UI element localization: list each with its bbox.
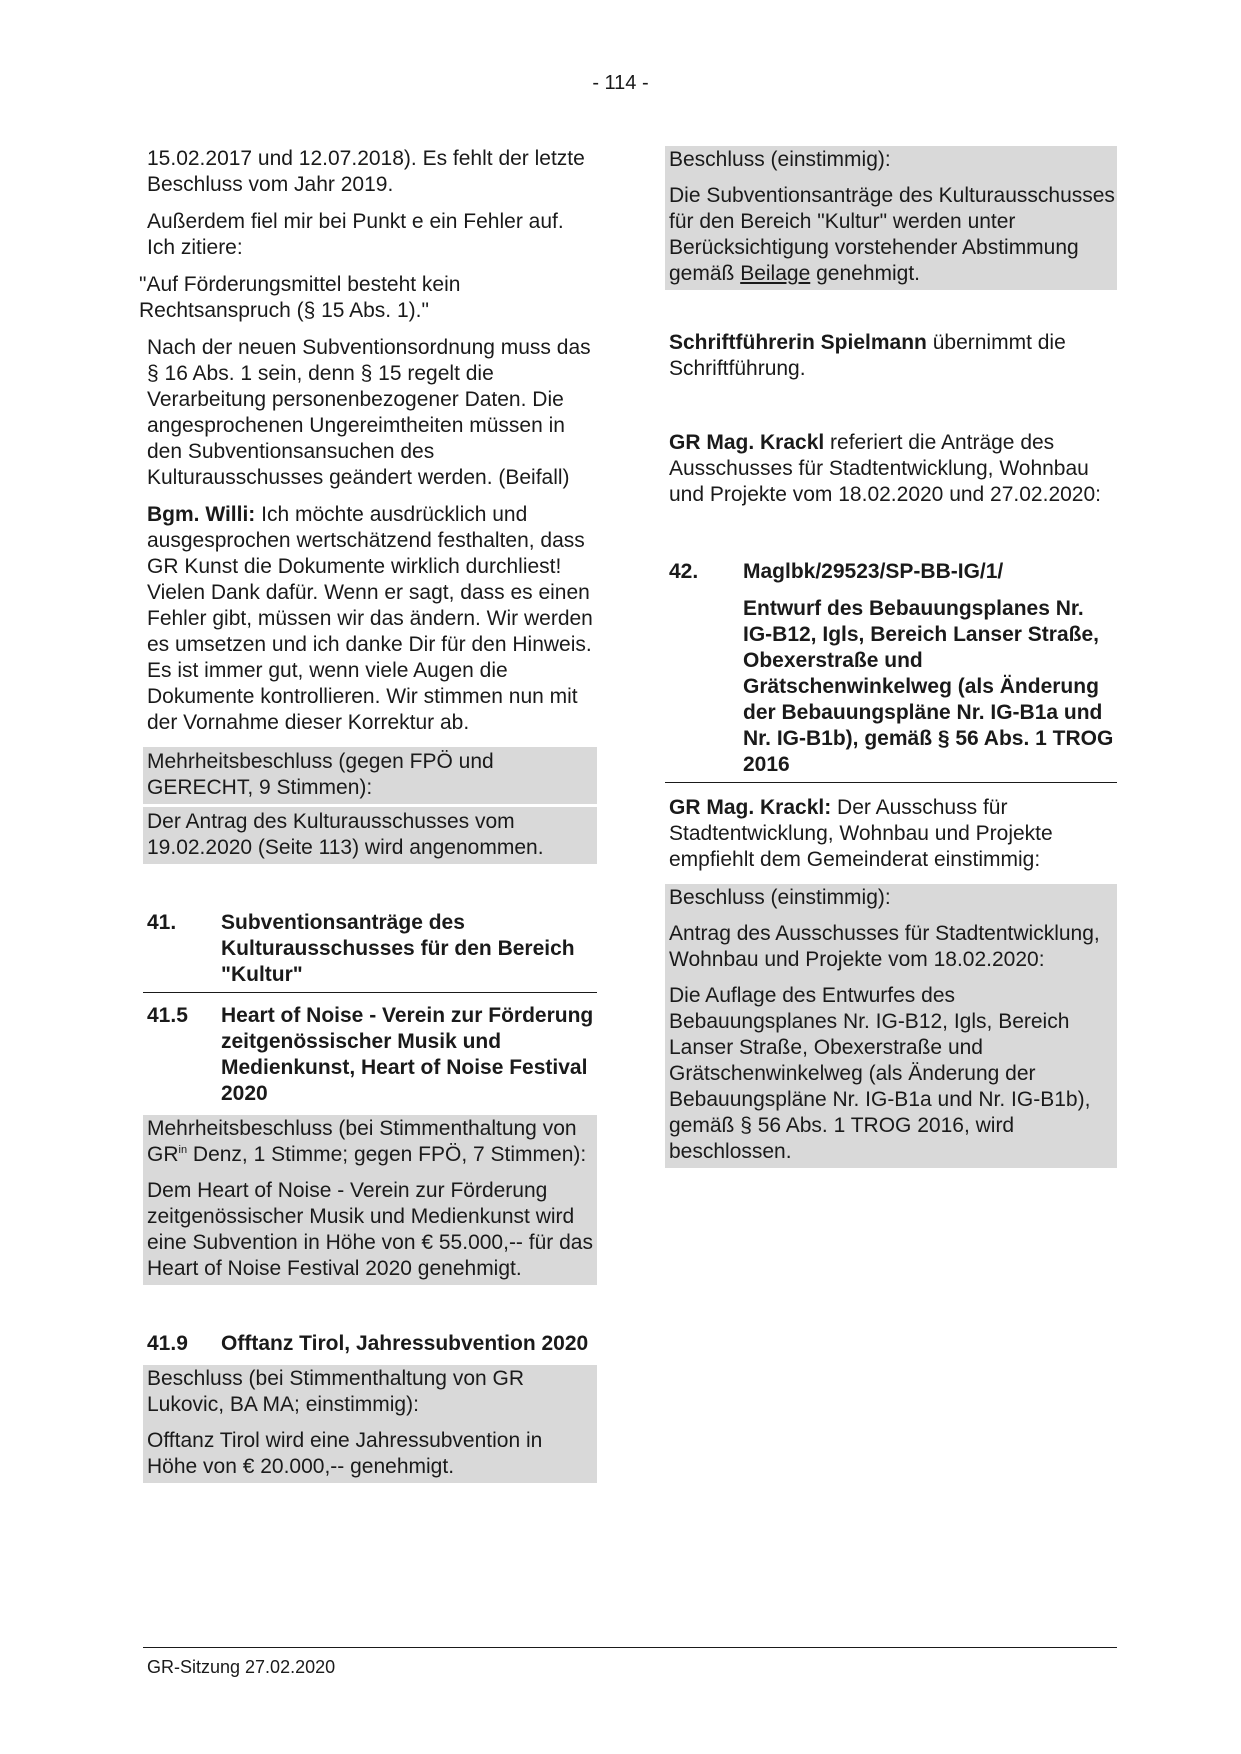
decision-box-41-9 xyxy=(143,1365,597,1483)
paragraph-text: Der Ausschuss für Stadtentwicklung, Wohnbau und Projekte empfiehlt dem Gemeinderat einstimmig: xyxy=(669,796,1053,871)
paragraph-text: referiert die Anträge des Ausschusses für Stadtentwicklung, Wohnbau und Projekte vom 18.02.2020 und 27.02.2020: xyxy=(669,431,1101,506)
decision-title: Beschluss (bei Stimmenthaltung von GR Lukovic, BA MA; einstimmig): xyxy=(147,1367,525,1416)
section-number: 41.9 xyxy=(147,1332,188,1355)
section-number: 42. xyxy=(669,560,699,583)
page-number: - 114 - xyxy=(592,72,649,94)
section-heading-41 xyxy=(143,910,597,993)
decision-text-part: Die Subventionsanträge des Kulturausschusses für den Bereich "Kultur" werden unter Berücksichtigung vorstehender Abstimmung gemäß xyxy=(669,184,1115,285)
decision-box-41-5 xyxy=(143,1115,597,1285)
right-column xyxy=(665,146,1117,1168)
decision-title-part: Denz, 1 Stimme; gegen FPÖ, 7 Stimmen): xyxy=(187,1143,587,1166)
decision-title xyxy=(147,1116,595,1168)
paragraph: Außerdem fiel mir bei Punkt e ein Fehler auf. Ich zitiere: xyxy=(147,210,564,259)
paragraph-text: übernimmt die Schriftführung. xyxy=(669,331,1066,380)
section-number: 41.5 xyxy=(147,1004,188,1027)
decision-title-part: Mehrheitsbeschluss (bei Stimmenthaltung von GR xyxy=(147,1117,577,1166)
speech-text: Ich möchte ausdrücklich und ausgesprochen wertschätzend festhalten, dass GR Kunst die Dokumente wirklich durchliest! Vielen Dank dafür. Wenn er sagt, dass es einen Fehler gibt, müssen wir das ändern. Wir werden es umsetzen und ich danke Dir für den Hinweis. Es ist immer gut, wenn viele Augen die Dokumente kontrollieren. Wir stimmen nun mit der Vornahme dieser Korrektur ab. xyxy=(147,503,593,734)
page-footer xyxy=(143,1647,1117,1678)
decision-box-title xyxy=(143,747,597,804)
decision-text: Die Auflage des Entwurfes des Bebauungsplanes Nr. IG-B12, Igls, Bereich Lanser Straße, Obexerstraße und Grätschenwinkelweg (als Änderung der Bebauungspläne Nr. IG-B1a und Nr. IG-B1b), gemäß § 56 Abs. 1 TROG 2016, wird beschlossen. xyxy=(669,984,1091,1163)
section-heading-41-9 xyxy=(143,1331,597,1361)
section-title: Offtanz Tirol, Jahressubvention 2020 xyxy=(221,1332,589,1355)
decision-text: Antrag des Ausschusses für Stadtentwicklung, Wohnbau und Projekte vom 18.02.2020: xyxy=(669,922,1100,971)
speaker-name: GR Mag. Krackl xyxy=(669,431,825,454)
superscript: in xyxy=(178,1144,188,1156)
section-heading-42-title xyxy=(665,589,1117,783)
paragraph: 15.02.2017 und 12.07.2018). Es fehlt der letzte Beschluss vom Jahr 2019. xyxy=(147,147,585,196)
decision-box-42 xyxy=(665,884,1117,1168)
beilage-link[interactable]: Beilage xyxy=(740,262,811,285)
section-title: Subventionsanträge des Kulturausschusses für den Bereich "Kultur" xyxy=(221,911,575,986)
decision-text: Dem Heart of Noise - Verein zur Förderung zeitgenössischer Musik und Medienkunst wird eine Subvention in Höhe von € 55.000,-- für das Heart of Noise Festival 2020 genehmigt. xyxy=(147,1179,593,1280)
paragraph xyxy=(669,795,1117,873)
decision-title: Beschluss (einstimmig): xyxy=(669,148,891,171)
paragraph xyxy=(669,430,1117,508)
section-code: Maglbk/29523/SP-BB-IG/1/ xyxy=(743,560,1004,583)
decision-box-text xyxy=(143,807,597,864)
section-title: Entwurf des Bebauungsplanes Nr. IG-B12, Igls, Bereich Lanser Straße, Obexerstraße und Grätschenwinkelweg (als Änderung der Bebauungspläne Nr. IG-B1a und Nr. IG-B1b), gemäß § 56 Abs. 1 TROG 2016 xyxy=(743,597,1114,776)
section-title: Heart of Noise - Verein zur Förderung zeitgenössischer Musik und Medienkunst, Heart of Noise Festival 2020 xyxy=(221,1004,594,1105)
footer-text: GR-Sitzung 27.02.2020 xyxy=(147,1657,336,1677)
quote: "Auf Förderungsmittel besteht kein Rechtsanspruch (§ 15 Abs. 1)." xyxy=(139,273,461,322)
section-number: 41. xyxy=(147,911,177,934)
section-heading-42 xyxy=(665,559,1117,589)
speaker-name: GR Mag. Krackl: xyxy=(669,796,832,819)
paragraph xyxy=(669,330,1117,382)
speaker-name: Bgm. Willi: xyxy=(147,503,256,526)
decision-text: Offtanz Tirol wird eine Jahressubvention in Höhe von € 20.000,-- genehmigt. xyxy=(147,1429,543,1478)
paragraph: Nach der neuen Subventionsordnung muss das § 16 Abs. 1 sein, denn § 15 regelt die Verarbeitung personenbezogener Daten. Die angesprochenen Ungereimtheiten müssen in den Subventionsansuchen des Kulturausschusses geändert werden. (Beifall) xyxy=(147,336,591,489)
decision-text-part: genehmigt. xyxy=(810,262,921,285)
decision-title: Beschluss (einstimmig): xyxy=(669,886,891,909)
speaker-name: Schriftführerin Spielmann xyxy=(669,331,927,354)
section-heading-41-5 xyxy=(143,1003,597,1111)
speaker-paragraph xyxy=(147,502,597,736)
decision-title: Mehrheitsbeschluss (gegen FPÖ und GERECHT, 9 Stimmen): xyxy=(147,750,494,799)
decision-text: Der Antrag des Kulturausschusses vom 19.02.2020 (Seite 113) wird angenommen. xyxy=(147,810,544,859)
left-column xyxy=(139,146,597,1483)
decision-box-41 xyxy=(665,146,1117,290)
decision-text xyxy=(669,183,1115,287)
